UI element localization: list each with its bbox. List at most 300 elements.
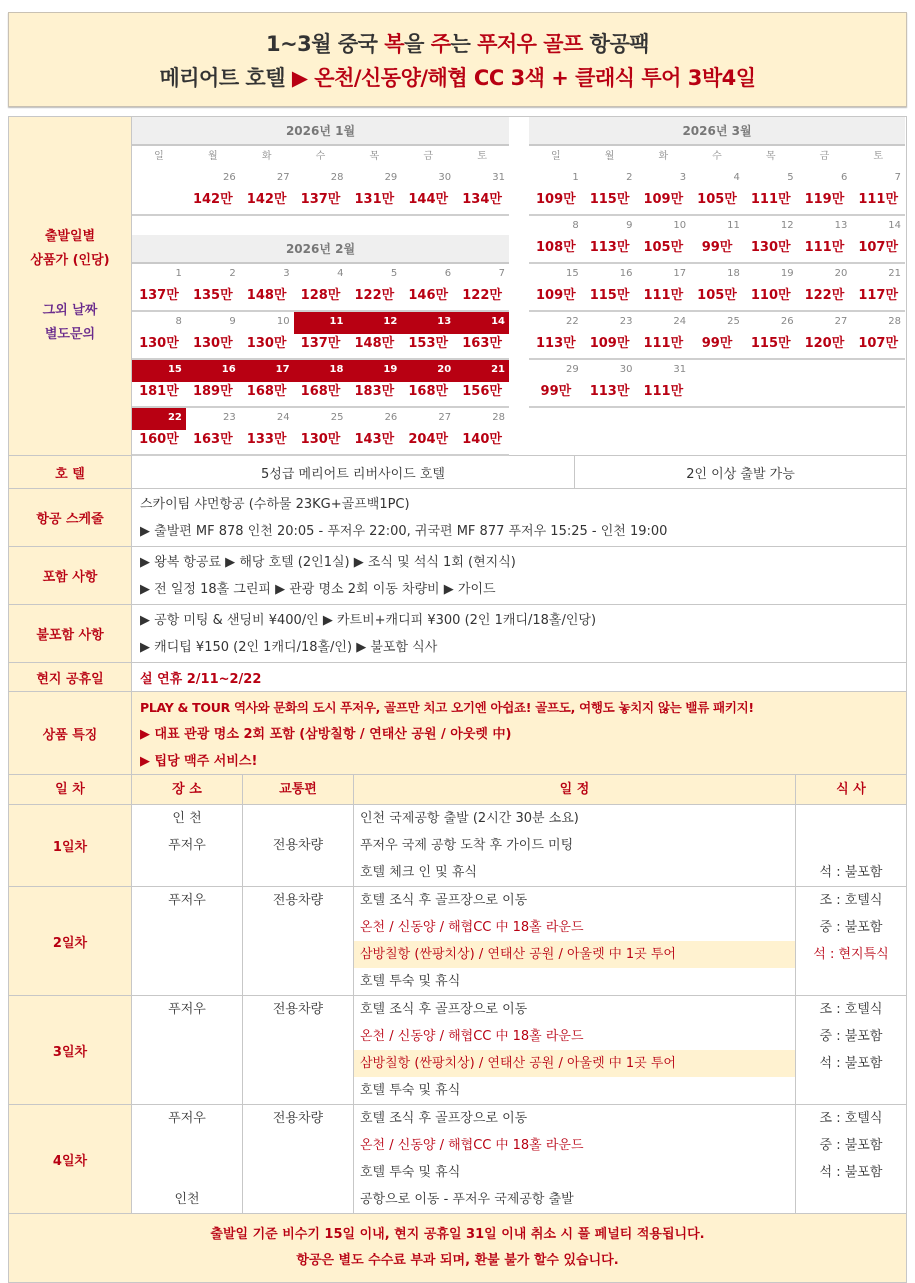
date-price: 111만 [804, 240, 845, 255]
date-price: 168만 [300, 384, 341, 399]
date-number: 16 [619, 268, 633, 279]
date-number: 31 [492, 172, 506, 183]
holiday-row [9, 663, 906, 692]
calendar-title: 2026년 1월 [132, 117, 509, 146]
date-number: 7 [894, 172, 902, 183]
date-price: 110만 [750, 288, 791, 303]
date-price: 119만 [804, 192, 845, 207]
itinerary-item: 온천 / 신동양 / 해협CC 中 18홀 라운드 [360, 1029, 584, 1044]
date-number: 17 [240, 360, 294, 382]
itinerary-item: 호텔 조식 후 골프장으로 이동 [360, 1111, 528, 1126]
date-price: 115만 [750, 336, 791, 351]
itinerary-item: 호텔 투숙 및 휴식 [360, 974, 461, 989]
weekday-row [529, 146, 905, 168]
date-price: 108만 [536, 240, 576, 255]
day-label: 2일차 [9, 887, 132, 995]
meal [796, 1186, 906, 1213]
place-column [132, 805, 243, 886]
date-number: 1 [175, 268, 182, 279]
date-price: 130만 [750, 240, 791, 255]
date-number: 9 [626, 220, 633, 231]
place [132, 859, 242, 886]
place [132, 1132, 242, 1159]
transport: 전용차량 [272, 838, 324, 853]
date-number: 11 [294, 312, 348, 334]
date-number [132, 168, 186, 190]
date-price: 146만 [408, 288, 449, 303]
date-price [851, 382, 905, 406]
date-number: 21 [455, 360, 509, 382]
meals-column [796, 1105, 906, 1213]
date-number: 8 [572, 220, 579, 231]
date-price: 115만 [589, 192, 630, 207]
date-number: 19 [347, 360, 401, 382]
holiday-label: 현지 공휴일 [9, 663, 132, 691]
transport [243, 968, 353, 995]
itinerary-item: 호텔 체크 인 및 휴식 [360, 865, 477, 880]
title-highlight: 온천/신동양/해협 CC 3색 + 클래식 투어 3박4일 [307, 66, 756, 90]
date-number: 23 [619, 316, 633, 327]
date-number: 18 [294, 360, 348, 382]
date-number: 22 [565, 316, 579, 327]
date-price: 148만 [354, 336, 395, 351]
date-number [690, 360, 744, 382]
date-price: 134만 [462, 192, 502, 207]
transport-column [243, 996, 354, 1104]
flight-airline: 스카이팀 샤먼항공 (수하물 23KG+골프백1PC) [140, 497, 410, 512]
transport-column [243, 805, 354, 886]
date-price: 99만 [701, 336, 733, 351]
date-price: 122만 [804, 288, 845, 303]
calendar-week [132, 168, 509, 216]
transport [243, 941, 353, 968]
date-number: 9 [229, 316, 236, 327]
date-price: 107만 [858, 240, 899, 255]
calendar-title: 2026년 3월 [529, 117, 905, 146]
place [132, 1077, 242, 1104]
date-price: 130만 [300, 432, 341, 447]
date-number: 5 [787, 172, 794, 183]
date-number: 27 [438, 412, 452, 423]
meal: 석 : 불포함 [819, 1056, 883, 1071]
date-number [798, 360, 852, 382]
date-number: 26 [222, 172, 236, 183]
transport [243, 1186, 353, 1213]
date-number: 28 [330, 172, 344, 183]
notice-line: 항공은 별도 수수료 부과 되며, 환불 불가 할수 있습니다. [296, 1253, 619, 1268]
date-price: 143만 [354, 432, 395, 447]
features-row [9, 692, 906, 775]
cancellation-notice [9, 1214, 906, 1282]
date-number: 18 [727, 268, 740, 279]
date-price: 142만 [192, 192, 233, 207]
date-price: 163만 [462, 336, 502, 351]
date-number: 30 [619, 364, 633, 375]
title-text: 는 [450, 32, 478, 56]
date-number: 11 [727, 220, 740, 231]
calendar-mar [529, 117, 905, 408]
date-price: 105만 [697, 288, 737, 303]
place [132, 941, 242, 968]
schedule-day-row [9, 887, 906, 996]
hotel-note: 2인 이상 출발 가능 [686, 466, 795, 482]
date-price: 111만 [643, 288, 684, 303]
date-number: 26 [780, 316, 794, 327]
date-number: 14 [888, 220, 902, 231]
date-number: 29 [565, 364, 579, 375]
date-number: 4 [733, 172, 740, 183]
holiday-value: 설 연휴 2/11~2/22 [140, 671, 262, 687]
date-number: 6 [840, 172, 848, 183]
date-price: 117만 [858, 288, 899, 303]
date-price: 128만 [300, 288, 341, 303]
product-table [8, 116, 907, 1283]
date-price: 183만 [354, 384, 395, 399]
meal: 석 : 현지특식 [813, 947, 889, 962]
date-number: 27 [834, 316, 848, 327]
date-number: 29 [384, 172, 398, 183]
date-number: 3 [679, 172, 687, 183]
date-price: 130만 [139, 336, 179, 351]
date-price: 130만 [192, 336, 233, 351]
transport [243, 914, 353, 941]
place-column [132, 887, 243, 995]
arrow-icon: ▶ [291, 66, 308, 90]
excluded-row [9, 605, 906, 663]
date-price: 111만 [643, 336, 684, 351]
meal: 조 : 호텔식 [819, 1111, 883, 1126]
itinerary-item: 온천 / 신동양 / 해협CC 中 18홀 라운드 [360, 920, 584, 935]
calendar-week [529, 312, 905, 360]
meal: 조 : 호텔식 [819, 893, 883, 908]
date-price: 109만 [643, 192, 684, 207]
itinerary-column [354, 887, 796, 995]
weekday-label: 목 [369, 151, 380, 162]
date-price: 130만 [246, 336, 287, 351]
itinerary-item: 인천 국제공항 출발 (2시간 30분 소요) [360, 811, 579, 826]
date-price: 113만 [536, 336, 576, 351]
place: 인 천 [172, 811, 202, 826]
date-price: 140만 [462, 432, 502, 447]
day-label: 3일차 [9, 996, 132, 1104]
meals-column [796, 805, 906, 886]
date-price: 109만 [536, 192, 576, 207]
date-number: 2 [626, 172, 633, 183]
flight-row [9, 489, 906, 547]
meals-column [796, 887, 906, 995]
date-price: 144만 [408, 192, 449, 207]
weekday-label: 토 [873, 151, 883, 162]
date-number: 15 [565, 268, 579, 279]
date-price: 109만 [589, 336, 630, 351]
date-number: 14 [455, 312, 509, 334]
pricing-label [9, 117, 132, 455]
weekday-label: 월 [207, 151, 218, 162]
calendar-week [529, 360, 905, 408]
calendar-week [529, 168, 905, 216]
calendar-week [529, 264, 905, 312]
calendar-jan [132, 117, 509, 216]
hotel-row [9, 456, 906, 489]
place: 인천 [174, 1192, 200, 1207]
itinerary-item: 온천 / 신동양 / 해협CC 中 18홀 라운드 [360, 1138, 584, 1153]
weekday-label: 토 [477, 151, 487, 162]
excluded-line: ▶ 공항 미팅 & 샌딩비 ¥400/인 ▶ 카트비+캐디피 ¥300 (2인 1캐디/18홀/인당) [140, 613, 597, 628]
weekday-label: 수 [315, 151, 326, 162]
place-column [132, 1105, 243, 1213]
pricing-row [9, 117, 906, 456]
title-text: 메리어트 호텔 [159, 66, 292, 90]
place: 푸저우 [168, 893, 206, 908]
weekday-label: 화 [658, 151, 669, 162]
date-price [132, 190, 186, 214]
calendar-week [132, 312, 509, 360]
date-price: 189만 [192, 384, 233, 399]
transport [243, 805, 353, 832]
meal [796, 968, 906, 995]
date-number: 5 [390, 268, 398, 279]
date-price: 105만 [643, 240, 684, 255]
date-number: 7 [498, 268, 506, 279]
included-label: 포함 사항 [9, 547, 132, 604]
date-number: 16 [186, 360, 240, 382]
features-line: PLAY & TOUR 역사와 문화의 도시 푸저우, 골프만 치고 오기엔 아쉽죠! 골프도, 여행도 놓치지 않는 밸류 패키지! [140, 700, 754, 715]
date-price: 163만 [192, 432, 233, 447]
place: 푸저우 [168, 1002, 206, 1017]
weekday-label: 일 [154, 151, 164, 162]
schedule-header [9, 775, 906, 805]
itinerary-column [354, 805, 796, 886]
date-number: 30 [438, 172, 452, 183]
date-number: 20 [401, 360, 455, 382]
notice-line: 출발일 기준 비수기 15일 이내, 현지 공휴일 31일 이내 취소 시 풀 페널티 적용됩니다. [210, 1227, 705, 1242]
transport [243, 1077, 353, 1104]
date-price: 122만 [462, 288, 502, 303]
weekday-row [132, 146, 509, 168]
header-transport: 교통편 [243, 775, 354, 804]
place [132, 1023, 242, 1050]
date-number: 31 [673, 364, 687, 375]
date-number: 2 [229, 268, 236, 279]
date-number: 10 [276, 316, 290, 327]
itinerary-item: 호텔 조식 후 골프장으로 이동 [360, 893, 528, 908]
excluded-line: ▶ 캐디팁 ¥150 (2인 1캐디/18홀/인) ▶ 불포함 식사 [140, 640, 438, 655]
itinerary-item: 삼방칠항 (싼팡치상) / 연태산 공원 / 아울렛 中 1곳 투어 [354, 1050, 795, 1077]
transport-column [243, 887, 354, 995]
date-price: 120만 [804, 336, 845, 351]
schedule-day-row [9, 805, 906, 887]
date-number: 13 [834, 220, 848, 231]
itinerary-item: 호텔 투숙 및 휴식 [360, 1083, 461, 1098]
date-price: 99만 [540, 384, 572, 399]
date-price: 148만 [246, 288, 287, 303]
date-price: 135만 [192, 288, 233, 303]
calendar-title: 2026년 2월 [132, 235, 509, 264]
excluded-label: 불포함 사항 [9, 605, 132, 662]
meal [796, 832, 906, 859]
meal: 중 : 불포함 [819, 920, 883, 935]
title-line-2 [9, 63, 906, 93]
included-row [9, 547, 906, 605]
date-price: 122만 [354, 288, 395, 303]
features-line: ▶ 대표 관광 명소 2회 포함 (삼방칠항 / 연태산 공원 / 아웃렛 中) [140, 727, 512, 742]
meal: 조 : 호텔식 [819, 1002, 883, 1017]
date-price: 109만 [536, 288, 576, 303]
inquiry-label-text: 별도문의 [44, 327, 96, 342]
date-price: 137만 [139, 288, 179, 303]
date-price: 168만 [246, 384, 287, 399]
date-price: 181만 [139, 384, 179, 399]
date-price: 168만 [408, 384, 449, 399]
place: 푸저우 [168, 838, 206, 853]
header-itinerary: 일 정 [354, 775, 796, 804]
date-number: 10 [673, 220, 687, 231]
schedule-day-row [9, 996, 906, 1105]
date-price [744, 382, 798, 406]
meal [796, 805, 906, 832]
date-number: 22 [132, 408, 186, 430]
itinerary-column [354, 1105, 796, 1213]
date-number: 28 [492, 412, 506, 423]
place [132, 1159, 242, 1186]
date-price: 111만 [643, 384, 684, 399]
date-number: 19 [780, 268, 794, 279]
title-banner [8, 12, 907, 107]
itinerary-column [354, 996, 796, 1104]
transport: 전용차량 [272, 1002, 324, 1017]
date-price [690, 382, 744, 406]
title-highlight: 푸저우 골프 [477, 32, 583, 56]
meals-column [796, 996, 906, 1104]
calendar-feb [132, 235, 509, 456]
date-number: 13 [401, 312, 455, 334]
date-number: 6 [444, 268, 452, 279]
meal: 석 : 불포함 [819, 865, 883, 880]
date-price: 153만 [408, 336, 449, 351]
place: 푸저우 [168, 1111, 206, 1126]
weekday-label: 일 [551, 151, 561, 162]
date-price: 113만 [589, 384, 630, 399]
transport: 전용차량 [272, 1111, 324, 1126]
date-price: 142만 [246, 192, 287, 207]
date-number: 21 [888, 268, 902, 279]
schedule-day-row [9, 1105, 906, 1214]
schedule-body [9, 805, 906, 1214]
date-price: 99만 [701, 240, 733, 255]
date-number: 25 [727, 316, 740, 327]
inquiry-label-text: 그외 날짜 [42, 303, 98, 318]
itinerary-item: 호텔 조식 후 골프장으로 이동 [360, 1002, 528, 1017]
included-line: ▶ 왕복 항공료 ▶ 해당 호텔 (2인1실) ▶ 조식 및 석식 1회 (현지식) [140, 555, 516, 570]
date-price: 131만 [354, 192, 395, 207]
place [132, 968, 242, 995]
date-number: 17 [673, 268, 687, 279]
meal [796, 1077, 906, 1104]
included-details [132, 547, 906, 604]
header-meals: 식 사 [836, 782, 866, 797]
itinerary-item: 호텔 투숙 및 휴식 [360, 1165, 461, 1180]
place-column [132, 996, 243, 1104]
calendar-week [132, 264, 509, 312]
meal: 석 : 불포함 [819, 1165, 883, 1180]
date-price: 137만 [300, 336, 341, 351]
flight-details [132, 489, 906, 546]
date-price: 156만 [462, 384, 502, 399]
date-number: 24 [276, 412, 290, 423]
date-price: 113만 [589, 240, 630, 255]
calendar-week [529, 216, 905, 264]
weekday-label: 금 [423, 151, 434, 162]
date-price: 105만 [697, 192, 737, 207]
date-price: 204만 [408, 432, 449, 447]
pricing-label-text: 출발일별 [44, 229, 96, 244]
date-price: 115만 [589, 288, 630, 303]
transport [243, 1132, 353, 1159]
itinerary-item: 공항으로 이동 - 푸저우 국제공항 출발 [360, 1192, 574, 1207]
calendar-week [132, 408, 509, 456]
date-number: 4 [337, 268, 344, 279]
meal: 중 : 불포함 [819, 1138, 883, 1153]
date-number: 25 [330, 412, 344, 423]
date-number: 12 [780, 220, 794, 231]
transport: 전용차량 [272, 893, 324, 908]
title-text: 항공팩 [582, 32, 650, 56]
transport [243, 859, 353, 886]
title-line-1 [9, 29, 906, 59]
transport [243, 1023, 353, 1050]
day-label: 1일차 [9, 805, 132, 886]
date-price: 107만 [858, 336, 899, 351]
calendar-week [132, 360, 509, 408]
date-number: 15 [132, 360, 186, 382]
features-details [132, 692, 906, 774]
hotel-label: 호 텔 [9, 456, 132, 488]
date-number: 8 [175, 316, 182, 327]
weekday-label: 월 [604, 151, 615, 162]
date-number: 12 [347, 312, 401, 334]
transport [243, 1050, 353, 1077]
date-number: 26 [384, 412, 398, 423]
flight-label: 항공 스케줄 [9, 489, 132, 546]
date-number [744, 360, 798, 382]
title-highlight: 주 [430, 32, 451, 56]
itinerary-item: 삼방칠항 (싼팡치상) / 연태산 공원 / 아울렛 中 1곳 투어 [354, 941, 795, 968]
date-price: 111만 [750, 192, 791, 207]
date-number: 27 [276, 172, 290, 183]
weekday-label: 수 [712, 151, 722, 162]
meal: 중 : 불포함 [819, 1029, 883, 1044]
date-price: 137만 [300, 192, 341, 207]
title-highlight: 복 [384, 32, 405, 56]
header-day: 일 차 [9, 775, 132, 804]
excluded-details [132, 605, 906, 662]
date-number: 28 [888, 316, 902, 327]
features-label: 상품 특징 [9, 692, 132, 774]
date-price: 160만 [139, 432, 179, 447]
title-text: 1~3월 중국 [265, 32, 385, 56]
transport [243, 1159, 353, 1186]
date-number: 20 [834, 268, 848, 279]
weekday-label: 목 [765, 151, 776, 162]
place [132, 914, 242, 941]
date-number: 1 [572, 172, 579, 183]
place [132, 1050, 242, 1077]
itinerary-item: 푸저우 국제 공항 도착 후 가이드 미팅 [360, 838, 574, 853]
date-number: 24 [673, 316, 687, 327]
date-number: 23 [222, 412, 236, 423]
weekday-label: 화 [261, 151, 272, 162]
included-line: ▶ 전 일정 18홀 그린피 ▶ 관광 명소 2회 이동 차량비 ▶ 가이드 [140, 582, 496, 597]
